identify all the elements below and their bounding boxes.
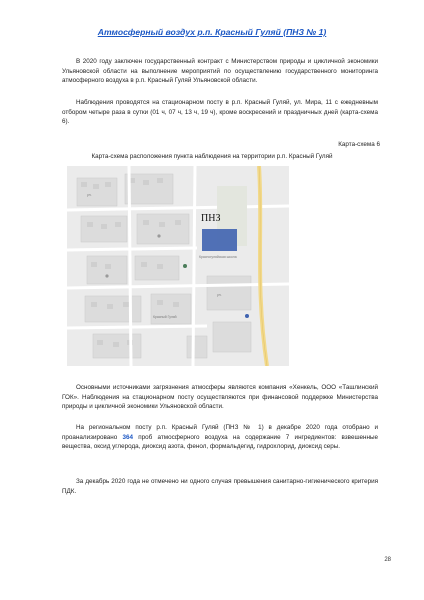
- location-map: [67, 166, 289, 366]
- svg-text:Красный Гуляй: Красный Гуляй: [153, 315, 177, 319]
- samples-text-before: На региональном посту р.п. Красный Гуляй (ПНЗ № 1) в декабре 2020 года отобрано и проанализировано: [62, 424, 378, 441]
- map-caption-number: Карта-схема 6: [338, 141, 380, 148]
- samples-text-after: проб атмосферного воздуха на содержание 7 ингредиентов: взвешенные вещества, оксид углерода, диоксид азота, фенол, формальдегид, гидрохлорид, диоксид серы.: [62, 433, 378, 451]
- paragraph-observations: Наблюдения проводятся на стационарном посту в р.п. Красный Гуляй, ул. Мира, 11 с ежедневным отбором четыре раза в сутки (01 ч, 07 ч, 13 ч, 19 ч), кроме воскресений и праздничных дней (карта-схема 6).: [62, 99, 378, 126]
- samples-count: 364: [122, 433, 134, 441]
- page-title: Атмосферный воздух р.п. Красный Гуляй (ПНЗ № 1): [97, 27, 327, 37]
- station-label: ПНЗ: [201, 213, 221, 224]
- paragraph-conclusion: За декабрь 2020 года не отмечено ни одного случая превышения санитарно-гигиенического критерия ПДК.: [62, 478, 378, 495]
- station-marker: [202, 229, 237, 251]
- svg-text:ул.: ул.: [87, 193, 92, 197]
- map-drawing: [67, 166, 289, 366]
- map-caption: Карта-схема расположения пункта наблюдения на территории р.п. Красный Гуляй: [91, 153, 333, 160]
- svg-text:Красногуляйская школа: Красногуляйская школа: [199, 255, 237, 259]
- paragraph-contract: В 2020 году заключен государственный контракт с Министерством природы и цикличной экономики Ульяновской области на выполнение мероприятий по осуществлению государственного мониторинга атмосферного воздуха в р.п. Красный Гуляй Ульяновской области.: [62, 58, 378, 85]
- svg-text:ул.: ул.: [217, 293, 222, 297]
- page-number: 28: [384, 557, 391, 563]
- paragraph-samples: [62, 423, 378, 452]
- paragraph-sources: Основными источниками загрязнения атмосферы являются компания «Хенкель, ООО «Ташлинский ГОК». Наблюдения на стационарном посту осуществляются при финансовой поддержке Министерства природы и цикличной экономики Ульяновской области.: [62, 384, 378, 411]
